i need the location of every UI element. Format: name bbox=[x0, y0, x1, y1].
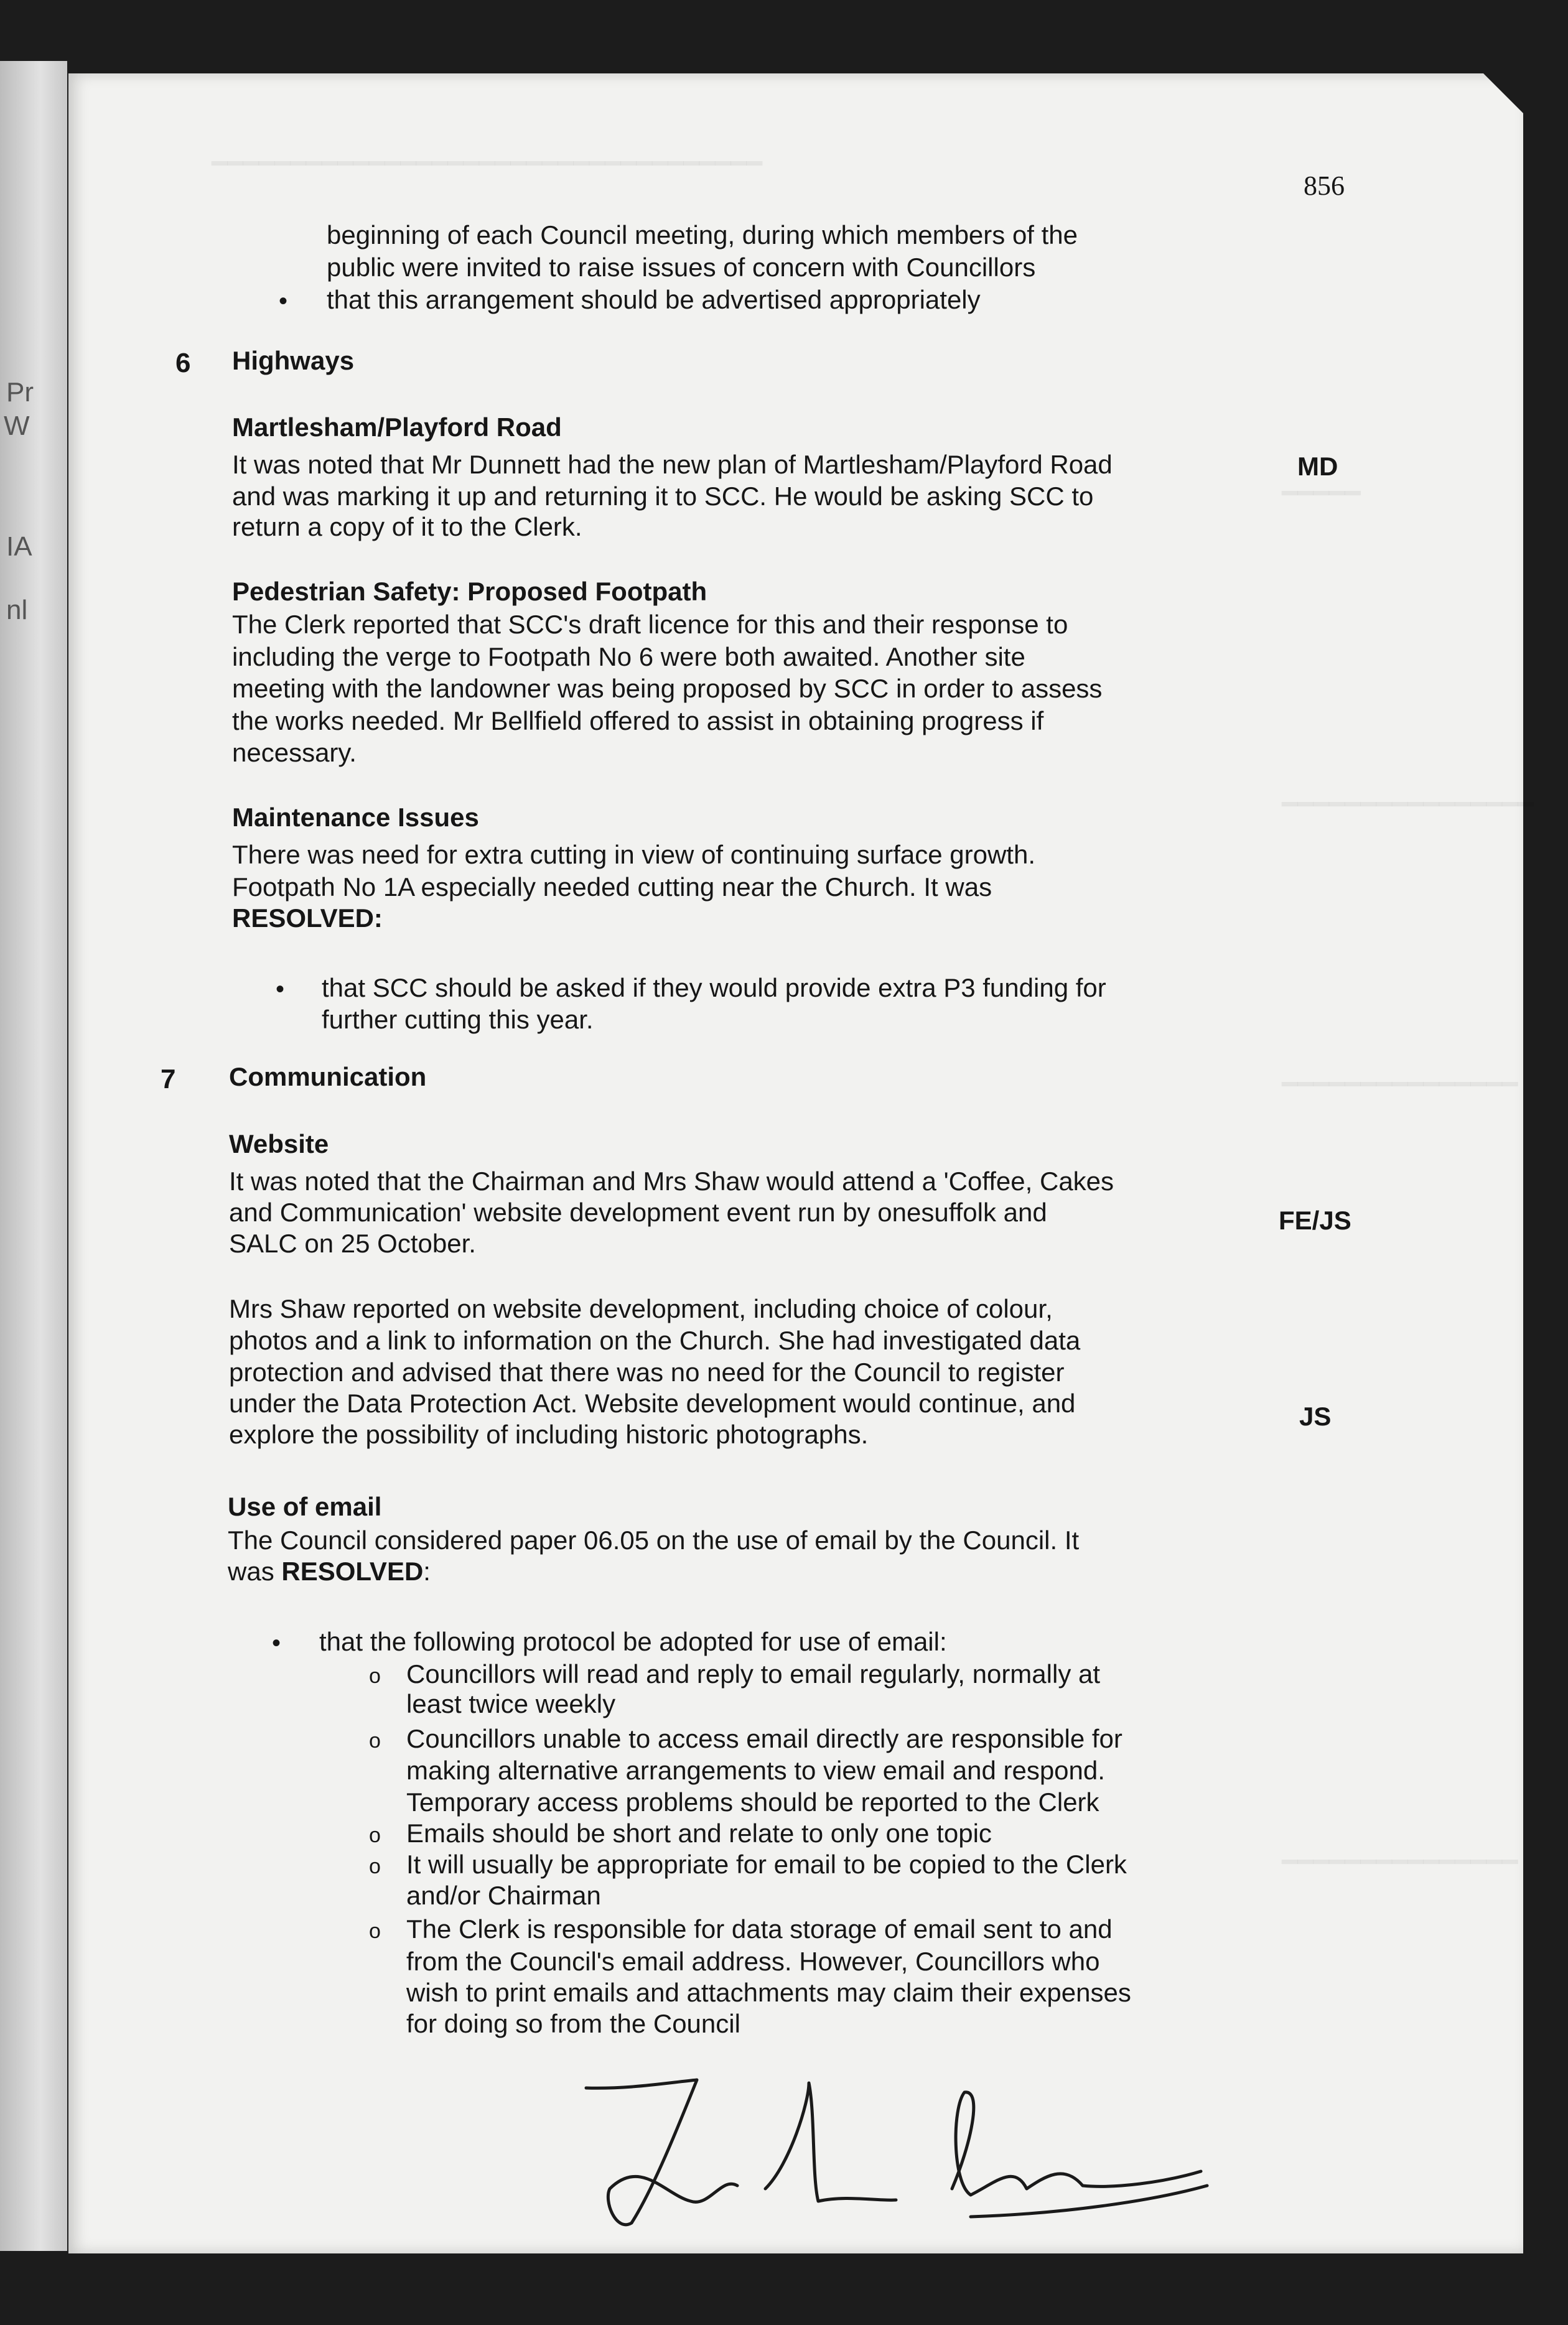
section-number: 7 bbox=[161, 1064, 176, 1094]
paragraph-line: the works needed. Mr Bellfield offered to assist in obtaining progress if bbox=[232, 706, 1044, 735]
paragraph-line: including the verge to Footpath No 6 were both awaited. Another site bbox=[232, 642, 1025, 671]
paragraph-line: Mrs Shaw reported on website development, including choice of colour, bbox=[229, 1294, 1053, 1323]
paragraph-line: There was need for extra cutting in view of continuing surface growth. bbox=[232, 840, 1036, 869]
subsection-heading: Website bbox=[229, 1129, 329, 1158]
paragraph-line: protection and advised that there was no need for the Council to register bbox=[229, 1358, 1065, 1387]
paragraph-line: photos and a link to information on the Church. She had investigated data bbox=[229, 1326, 1081, 1355]
paragraph-line: The Clerk reported that SCC's draft licence for this and their response to bbox=[232, 610, 1068, 639]
sub-bullet-icon: o bbox=[369, 1664, 381, 1688]
facing-page-fragment: Pr bbox=[6, 377, 34, 408]
bullet-icon: • bbox=[272, 1629, 281, 1657]
sub-bullet-icon: o bbox=[369, 1919, 381, 1943]
protocol-line: from the Council's email address. However, Councillors who bbox=[406, 1947, 1100, 1976]
text-fragment: : bbox=[423, 1557, 431, 1586]
paragraph-line: return a copy of it to the Clerk. bbox=[232, 512, 582, 541]
facing-page-fragment: IA bbox=[6, 531, 32, 562]
protocol-line: It will usually be appropriate for email to be copied to the Clerk bbox=[406, 1850, 1127, 1879]
bullet-icon: • bbox=[276, 976, 285, 1003]
document-page bbox=[68, 73, 1534, 2253]
show-through: ━━━━━━━━━━━━━━━━ bbox=[1282, 790, 1534, 819]
protocol-line: Temporary access problems should be reported to the Clerk bbox=[406, 1787, 1099, 1817]
resolution-line: further cutting this year. bbox=[322, 1005, 594, 1034]
page-number: 856 bbox=[1304, 170, 1345, 201]
show-through: ━━━━━━━━━━━━━━━ bbox=[1282, 1847, 1518, 1876]
paragraph-line: It was noted that Mr Dunnett had the new plan of Martlesham/Playford Road bbox=[232, 450, 1113, 479]
sub-bullet-icon: o bbox=[369, 1855, 381, 1878]
paragraph-line: and was marking it up and returning it to SCC. He would be asking SCC to bbox=[232, 482, 1094, 511]
resolution-line: that the following protocol be adopted for use of email: bbox=[319, 1627, 947, 1656]
facing-page-fragment: W bbox=[4, 411, 30, 441]
facing-page-fragment: nl bbox=[6, 595, 28, 625]
text-fragment: was bbox=[228, 1557, 282, 1586]
paragraph-line: under the Data Protection Act. Website development would continue, and bbox=[229, 1389, 1076, 1418]
sub-bullet-icon: o bbox=[369, 1729, 381, 1753]
show-through: ━━━━━ bbox=[1282, 478, 1361, 508]
facing-page-edge bbox=[0, 61, 67, 2251]
paragraph-line: The Council considered paper 06.05 on the use of email by the Council. It bbox=[228, 1526, 1080, 1555]
protocol-line: least twice weekly bbox=[406, 1689, 616, 1718]
protocol-line: for doing so from the Council bbox=[406, 2009, 740, 2038]
show-through: ━━━━━━━━━━━━━━━━━━━━━━━━━━━━━━━━━━━ bbox=[212, 149, 763, 178]
protocol-line: The Clerk is responsible for data storage of email sent to and bbox=[406, 1914, 1113, 1944]
sub-bullet-icon: o bbox=[369, 1824, 381, 1847]
intro-line: beginning of each Council meeting, during which members of the bbox=[327, 220, 1078, 249]
protocol-line: Councillors will read and reply to email regularly, normally at bbox=[406, 1659, 1101, 1689]
protocol-line: Councillors unable to access email directly are responsible for bbox=[406, 1724, 1122, 1753]
resolution-line: that SCC should be asked if they would provide extra P3 funding for bbox=[322, 973, 1106, 1002]
paragraph-line: explore the possibility of including historic photographs. bbox=[229, 1420, 869, 1449]
intro-line: public were invited to raise issues of concern with Councillors bbox=[327, 253, 1036, 282]
section-title: Highways bbox=[232, 346, 355, 375]
protocol-line: Emails should be short and relate to only one topic bbox=[406, 1819, 992, 1848]
paragraph-line: SALC on 25 October. bbox=[229, 1229, 476, 1258]
bullet-icon: • bbox=[279, 287, 288, 315]
subsection-heading: Use of email bbox=[228, 1492, 382, 1521]
section-title: Communication bbox=[229, 1062, 427, 1091]
resolved-label: RESOLVED: bbox=[232, 903, 383, 933]
subsection-heading: Maintenance Issues bbox=[232, 803, 479, 832]
show-through: ━━━━━━━━━━━━━━━ bbox=[1282, 1069, 1518, 1099]
subsection-heading: Martlesham/Playford Road bbox=[232, 412, 562, 442]
section-number: 6 bbox=[175, 348, 191, 378]
paragraph-line: It was noted that the Chairman and Mrs Shaw would attend a 'Coffee, Cakes bbox=[229, 1167, 1114, 1196]
action-initials: FE/JS bbox=[1279, 1206, 1351, 1235]
paragraph-line: necessary. bbox=[232, 738, 357, 767]
protocol-line: wish to print emails and attachments may claim their expenses bbox=[406, 1978, 1131, 2007]
resolved-label: RESOLVED bbox=[281, 1557, 424, 1586]
paragraph-line: Footpath No 1A especially needed cutting near the Church. It was bbox=[232, 872, 992, 902]
protocol-line: making alternative arrangements to view email and respond. bbox=[406, 1756, 1105, 1785]
paragraph-line: meeting with the landowner was being proposed by SCC in order to assess bbox=[232, 674, 1103, 703]
subsection-heading: Pedestrian Safety: Proposed Footpath bbox=[232, 577, 707, 606]
handwritten-signature bbox=[68, 73, 1523, 2253]
action-initials: MD bbox=[1297, 452, 1338, 481]
paragraph-line: and Communication' website development event run by onesuffolk and bbox=[229, 1198, 1047, 1227]
action-initials: JS bbox=[1299, 1402, 1332, 1431]
intro-bullet: that this arrangement should be advertised appropriately bbox=[327, 285, 981, 314]
protocol-line: and/or Chairman bbox=[406, 1881, 601, 1910]
